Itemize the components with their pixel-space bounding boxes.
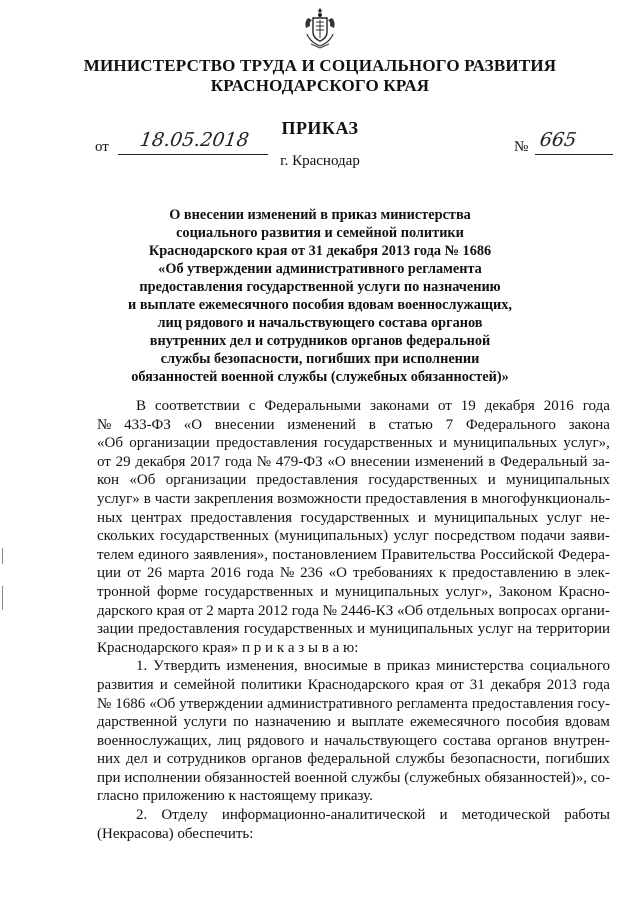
- body-line: от 29 декабря 2017 года № 479-ФЗ «О внесении изменений в Федеральный за-: [97, 453, 610, 470]
- city: г. Краснодар: [280, 153, 360, 169]
- subject-line: О внесении изменений в приказ министерства: [169, 207, 471, 223]
- subject-line: внутренних дел и сотрудников органов федеральной: [149, 333, 491, 349]
- body-line: ции от 26 марта 2016 года № 236 «О требованиях к предоставлению в элек-: [97, 565, 610, 582]
- body-line: № 433-ФЗ «О внесении изменений в статью 7 Федерального закона: [97, 416, 610, 433]
- body-line: кон «Об организации предоставления государственных и муниципальных: [97, 472, 610, 489]
- document-type-title: ПРИКАЗ: [281, 118, 359, 138]
- body-line: военнослужащих, лиц рядового и начальствующего состава органов внутрен-: [97, 732, 610, 749]
- subject-line: социального развития и семейной политики: [176, 225, 464, 241]
- body-line: 2. Отделу информационно-аналитической и методической работы: [136, 807, 610, 824]
- number-label: №: [514, 139, 529, 155]
- body-line: дарственной услуги по назначению и выплате ежемесячного пособия вдовам: [97, 714, 610, 731]
- body-line: ных центрах предоставления государственных и муниципальных услуг не-: [97, 509, 610, 526]
- body-line: «Об организации предоставления государственных и муниципальных услуг»,: [97, 435, 610, 452]
- subject-line: лиц рядового и начальствующего состава органов: [157, 315, 483, 331]
- body-line: телем единого заявления», постановлением Правительства Российской Федера-: [97, 546, 610, 563]
- body-line: гласно приложению к настоящему приказу.: [97, 788, 373, 805]
- date-label: от: [95, 139, 109, 155]
- ministry-name: [0, 56, 640, 96]
- ministry-line-2: КРАСНОДАРСКОГО КРАЯ: [210, 76, 430, 95]
- subject-line: Краснодарского края от 31 декабря 2013 года № 1686: [148, 243, 492, 259]
- subject-line: «Об утверждении административного регламента: [158, 261, 482, 277]
- coat-of-arms-emblem: [302, 6, 338, 50]
- body-line: скольких государственных (муниципальных) услуг посредством подачи заяви-: [97, 528, 610, 545]
- ministry-line-1: МИНИСТЕРСТВО ТРУДА И СОЦИАЛЬНОГО РАЗВИТИЯ: [83, 56, 557, 75]
- order-subject: [0, 206, 640, 386]
- body-line: (Некрасова) обеспечить:: [97, 825, 254, 842]
- handwritten-number: 665: [538, 129, 578, 151]
- subject-line: обязанностей военной службы (служебных обязанностей)»: [131, 369, 509, 385]
- body-line: зации предоставления государственных и муниципальных услуг на территории: [97, 621, 610, 638]
- subject-line: предоставления государственной услуги по назначению: [139, 279, 501, 295]
- body-line: 1. Утвердить изменения, вносимые в приказ министерства социального: [136, 658, 610, 675]
- body-line: при исполнении обязанностей военной службы (служебных обязанностей)», со-: [97, 769, 610, 786]
- handwritten-date: 18.05.2018: [138, 129, 251, 151]
- body-line: Краснодарского края» п р и к а з ы в а ю:: [97, 639, 359, 656]
- subject-line: службы безопасности, погибших при исполнении: [160, 351, 480, 367]
- margin-mark: [2, 586, 3, 610]
- order-body: [97, 397, 610, 843]
- subject-line: и выплате ежемесячного пособия вдовам военнослужащих,: [128, 297, 512, 313]
- body-line: развития и семейной политики Краснодарского края от 31 декабря 2013 года: [97, 676, 610, 693]
- body-line: В соответствии с Федеральными законами от 19 декабря 2016 года: [136, 398, 610, 414]
- body-line: № 1686 «Об утверждении административного регламента предоставления госу-: [97, 695, 610, 712]
- margin-mark: [2, 548, 3, 564]
- body-line: них дел и сотрудников органов федеральной службы безопасности, погибших: [97, 751, 610, 768]
- body-line: дарского края от 2 марта 2012 года № 2446-КЗ «Об отдельных вопросах органи-: [97, 602, 610, 619]
- body-line: услуг» в части закрепления возможности предоставления в многофункциональ-: [97, 490, 610, 507]
- body-line: тронной форме государственных и муниципальных услуг», Законом Красно-: [97, 583, 610, 600]
